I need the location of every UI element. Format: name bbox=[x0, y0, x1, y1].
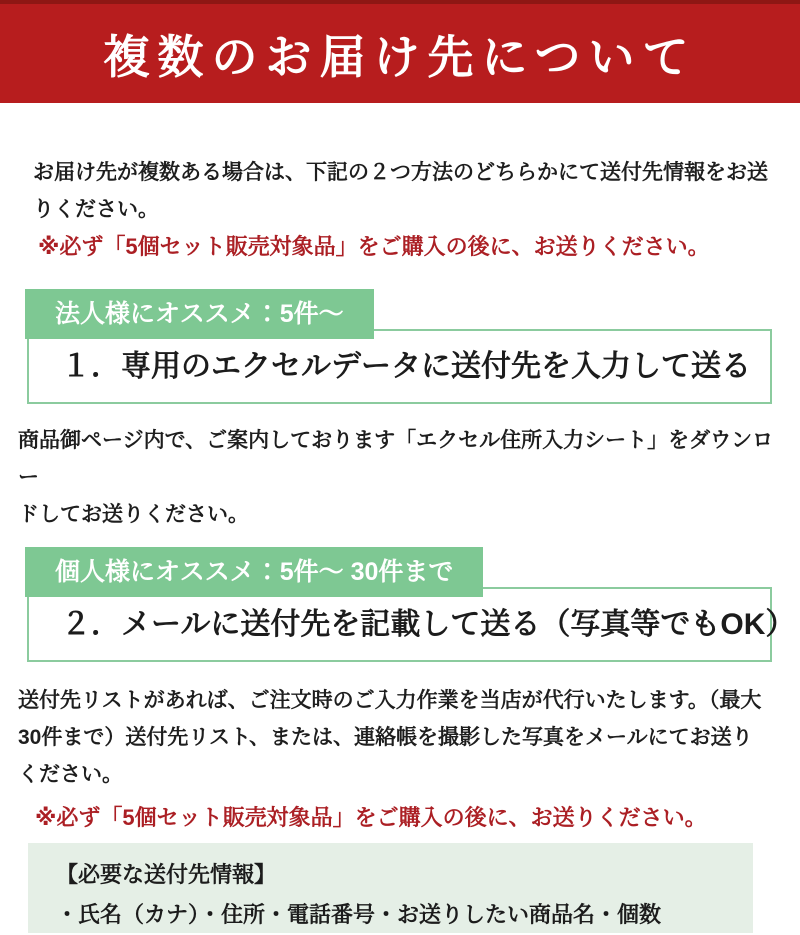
page-title: 複数のお届け先について bbox=[103, 30, 697, 83]
header-banner bbox=[0, 0, 800, 103]
method-2-desc-line-3: ください。 bbox=[18, 763, 123, 786]
method-2-desc-line-1: 送付先リストがあれば、ご注文時のご入力作業を当店が代行いたします。（最大 bbox=[18, 689, 762, 712]
required-info-items: ・氏名（カナ）・住所・電話番号・お送りしたい商品名・個数 bbox=[56, 902, 662, 927]
method-1-desc-line-1: 商品御ページ内で、ご案内しております「エクセル住所入力シート」をダウンロー bbox=[18, 429, 774, 489]
intro-paragraph bbox=[33, 154, 770, 228]
method-2-desc-line-2: 30件まで）送付先リスト、または、連絡帳を撮影した写真をメールにてお送り bbox=[18, 726, 753, 749]
purchase-warning-note-bottom: ※必ず「5個セット販売対象品」をご購入の後に、お送りください。 bbox=[35, 805, 707, 830]
method-2-heading: ２．メールに送付先を記載して送る（写真等でもOK） bbox=[61, 608, 796, 641]
method-1-heading-box bbox=[27, 329, 772, 404]
required-info-heading: 【必要な送付先情報】 bbox=[56, 862, 277, 887]
purchase-warning-note-top: ※必ず「5個セット販売対象品」をご購入の後に、お送りください。 bbox=[38, 234, 710, 259]
intro-line-2: りください。 bbox=[33, 198, 159, 221]
intro-line-1: お届け先が複数ある場合は、下記の２つ方法のどちらかにて送付先情報をお送 bbox=[33, 161, 768, 184]
required-info-box bbox=[28, 843, 753, 933]
method-1-desc-line-2: ドしてお送りください。 bbox=[18, 503, 249, 526]
method-1-section bbox=[0, 265, 800, 404]
method-2-section bbox=[0, 533, 800, 662]
method-1-description bbox=[18, 422, 782, 533]
method-2-tab: 個人様にオススメ：5件〜 30件まで bbox=[25, 547, 483, 597]
method-1-tab: 法人様にオススメ：5件〜 bbox=[25, 289, 374, 339]
method-1-heading: １．専用のエクセルデータに送付先を入力して送る bbox=[61, 350, 751, 383]
method-2-description bbox=[18, 682, 782, 793]
method-2-heading-box bbox=[27, 587, 796, 662]
